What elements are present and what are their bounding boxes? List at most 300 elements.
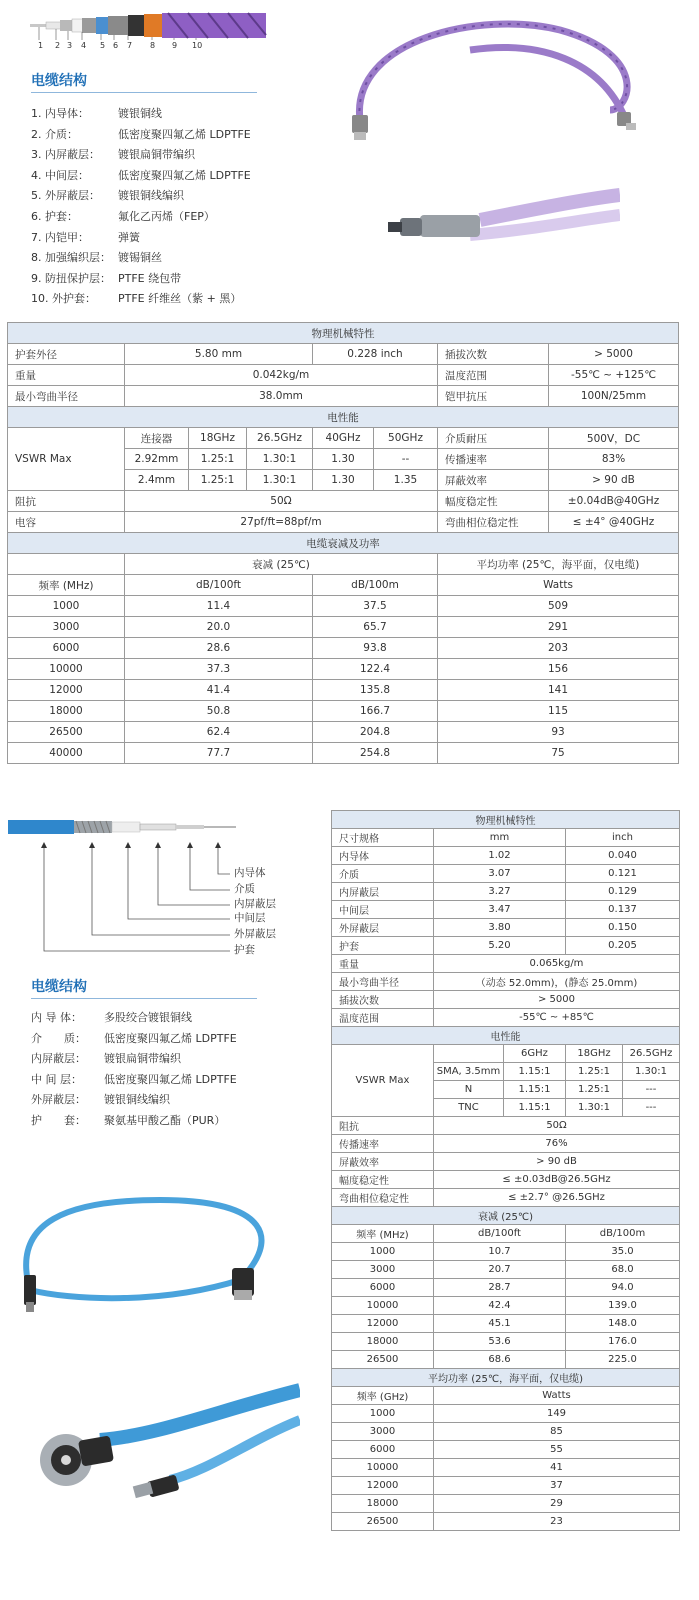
table-cell: 0.205 [566, 937, 680, 955]
list-item-text: 10. 外护套： [31, 292, 96, 306]
table-cell: 1000 [332, 1405, 434, 1423]
table-cell: 10.7 [434, 1243, 566, 1261]
table-cell: dB/100ft [125, 575, 313, 596]
table-cell: 重量 [332, 955, 434, 973]
table-row [332, 1279, 680, 1297]
table-cell: 中间层 [332, 901, 434, 919]
table-row [8, 344, 679, 365]
table-cell: 40000 [8, 743, 125, 764]
table-cell: N [434, 1081, 504, 1099]
table-cell: 27pf/ft=88pf/m [125, 512, 438, 533]
mech-header: 物理机械特性 [8, 323, 679, 344]
table-cell: 电容 [8, 512, 125, 533]
table-cell: 149 [434, 1405, 680, 1423]
table-row [332, 1477, 680, 1495]
table-cell: 1.30:1 [247, 449, 313, 470]
list-item-text: PTFE 纤维丝（紫 + 黑） [118, 292, 242, 306]
table-cell: 122.4 [313, 659, 438, 680]
table-row [8, 659, 679, 680]
table-cell: 26.5GHz [247, 428, 313, 449]
bottom-spec-table [331, 810, 680, 1531]
list-item-text: 内屏蔽层： [31, 1052, 86, 1066]
layer-num: 7 [127, 41, 133, 50]
table-cell: 156 [438, 659, 679, 680]
table-cell: 弯曲相位稳定性 [438, 512, 549, 533]
table-cell: 衰减 (25℃) [125, 554, 438, 575]
table-cell: 0.228 inch [313, 344, 438, 365]
table-cell: > 90 dB [434, 1153, 680, 1171]
list-item-text: 7. 内铠甲： [31, 230, 89, 244]
table-cell: 11.4 [125, 596, 313, 617]
table-cell: 41.4 [125, 680, 313, 701]
section-title: 电缆结构 [31, 979, 87, 995]
cable-layers-diagram [28, 8, 268, 52]
table-row [332, 1441, 680, 1459]
section-title: 电缆结构 [31, 73, 87, 89]
table-cell: 弯曲相位稳定性 [332, 1189, 434, 1207]
table-cell: 重量 [8, 365, 125, 386]
list-item-text: 低密度聚四氟乙烯 LDPTFE [118, 127, 251, 141]
table-cell: 20.0 [125, 617, 313, 638]
table-row [332, 1261, 680, 1279]
table-cell: 3.47 [434, 901, 566, 919]
table-cell: 0.137 [566, 901, 680, 919]
table-cell: ±0.04dB@40GHz [549, 491, 679, 512]
list-item-text: 低密度聚四氟乙烯 LDPTFE [104, 1072, 237, 1086]
table-row [8, 617, 679, 638]
table-cell: 2.4mm [125, 470, 189, 491]
table-cell: 6000 [8, 638, 125, 659]
table-cell: 148.0 [566, 1315, 680, 1333]
list-item-text: 5. 外屏蔽层： [31, 189, 100, 203]
callout-label: 外屏蔽层 [234, 928, 276, 940]
table-cell: 41 [434, 1459, 680, 1477]
table-cell: 2.92mm [125, 449, 189, 470]
cable-structure-list [31, 104, 251, 310]
table-row [332, 847, 680, 865]
table-cell: 温度范围 [438, 365, 549, 386]
table-row [332, 991, 680, 1009]
layer-num: 6 [113, 41, 119, 50]
table-cell: 护套外径 [8, 344, 125, 365]
table-row [332, 1333, 680, 1351]
table-cell: 23 [434, 1513, 680, 1531]
table-cell: 76% [434, 1135, 680, 1153]
table-row [8, 554, 679, 575]
table-cell: 26.5GHz [623, 1045, 680, 1063]
table-cell: 18GHz [189, 428, 247, 449]
table-cell: 传播速率 [438, 449, 549, 470]
callout-label: 护套 [234, 944, 255, 956]
table-cell: 28.6 [125, 638, 313, 659]
table-row [8, 512, 679, 533]
table-cell: 20.7 [434, 1261, 566, 1279]
list-item [31, 248, 251, 269]
table-row [332, 1045, 680, 1063]
list-item-text: 镀银铜线 [118, 107, 162, 120]
table-row [8, 533, 679, 554]
table-row [332, 1405, 680, 1423]
table-cell: 内导体 [332, 847, 434, 865]
callout-label: 中间层 [234, 912, 266, 924]
table-row [332, 1027, 680, 1045]
table-cell: 3.07 [434, 865, 566, 883]
table-cell: -- [374, 449, 438, 470]
table-row [332, 1315, 680, 1333]
table-cell: 75 [438, 743, 679, 764]
table-cell: 0.150 [566, 919, 680, 937]
table-row [8, 722, 679, 743]
table-cell: VSWR Max [8, 428, 125, 491]
atten-header: 衰减 (25℃) [332, 1207, 680, 1225]
table-cell: ≤ ±2.7° @26.5GHz [434, 1189, 680, 1207]
table-cell: 28.7 [434, 1279, 566, 1297]
table-cell: 6GHz [504, 1045, 566, 1063]
table-cell: 135.8 [313, 680, 438, 701]
table-cell: 护套 [332, 937, 434, 955]
table-cell: inch [566, 829, 680, 847]
table-cell: 100N/25mm [549, 386, 679, 407]
table-cell: 10000 [8, 659, 125, 680]
table-row [8, 428, 679, 449]
list-item-text: 介 质： [31, 1031, 86, 1045]
elec-header: 电性能 [8, 407, 679, 428]
table-row [332, 1009, 680, 1027]
list-item [31, 1029, 237, 1050]
table-cell: 203 [438, 638, 679, 659]
table-cell: 1.30 [313, 470, 374, 491]
table-row [332, 1207, 680, 1225]
table-cell: 3000 [332, 1261, 434, 1279]
list-item-text: 9. 防扭保护层： [31, 271, 111, 285]
elec-header: 电性能 [332, 1027, 680, 1045]
list-item-text: 镀银铜线编织 [118, 189, 184, 203]
table-cell: 500V，DC [549, 428, 679, 449]
table-cell: 37.3 [125, 659, 313, 680]
table-cell: 93 [438, 722, 679, 743]
power-header: 平均功率 (25℃，海平面，仅电缆) [332, 1369, 680, 1387]
table-cell: 阻抗 [332, 1117, 434, 1135]
table-cell: 26500 [8, 722, 125, 743]
table-cell: 1.30:1 [566, 1099, 623, 1117]
table-cell: --- [623, 1081, 680, 1099]
table-cell: 5.80 mm [125, 344, 313, 365]
section-divider [31, 92, 257, 93]
table-row [332, 1513, 680, 1531]
table-cell: 26500 [332, 1513, 434, 1531]
table-cell: 45.1 [434, 1315, 566, 1333]
list-item-text: 内 导 体： [31, 1011, 82, 1024]
table-cell: 铠甲抗压 [438, 386, 549, 407]
list-item-text: 低密度聚四氟乙烯 LDPTFE [118, 168, 251, 182]
table-cell: 40GHz [313, 428, 374, 449]
blue-cable-image [10, 1180, 310, 1320]
cable-structure-list [31, 1008, 237, 1132]
table-cell: -55℃ ~ +125℃ [549, 365, 679, 386]
table-cell: 6000 [332, 1441, 434, 1459]
table-row [332, 1117, 680, 1135]
table-cell: 176.0 [566, 1333, 680, 1351]
table-cell: 0.129 [566, 883, 680, 901]
list-item-text: 护 套： [31, 1113, 86, 1127]
table-row [332, 1225, 680, 1243]
list-item [31, 1090, 237, 1111]
table-cell: 10000 [332, 1297, 434, 1315]
layer-num: 8 [150, 41, 156, 50]
table-cell: 29 [434, 1495, 680, 1513]
table-cell: 1.25:1 [189, 449, 247, 470]
list-item-text: 4. 中间层： [31, 168, 89, 182]
list-item-text: 2. 介质： [31, 127, 78, 141]
table-cell: 37.5 [313, 596, 438, 617]
table-cell: 141 [438, 680, 679, 701]
table-cell: TNC [434, 1099, 504, 1117]
list-item [31, 207, 251, 228]
table-cell: Watts [434, 1387, 680, 1405]
table-cell: 1.02 [434, 847, 566, 865]
table-row [332, 1297, 680, 1315]
list-item [31, 1008, 237, 1029]
table-cell: 屏蔽效率 [438, 470, 549, 491]
table-cell: 3.80 [434, 919, 566, 937]
table-cell: 1.25:1 [566, 1063, 623, 1081]
atten-header: 电缆衰减及功率 [8, 533, 679, 554]
table-cell: 291 [438, 617, 679, 638]
table-cell: 0.040 [566, 847, 680, 865]
table-cell: 介质耐压 [438, 428, 549, 449]
table-cell: 0.121 [566, 865, 680, 883]
table-row [332, 937, 680, 955]
table-cell: 50Ω [125, 491, 438, 512]
table-row [332, 919, 680, 937]
table-cell: 1.25:1 [189, 470, 247, 491]
table-row [332, 1423, 680, 1441]
table-cell: 166.7 [313, 701, 438, 722]
table-cell: 频率 (MHz) [8, 575, 125, 596]
table-cell: 68.0 [566, 1261, 680, 1279]
table-cell: 37 [434, 1477, 680, 1495]
table-cell: dB/100m [566, 1225, 680, 1243]
table-cell: 65.7 [313, 617, 438, 638]
layer-num: 3 [67, 41, 73, 50]
table-cell: 1.30 [313, 449, 374, 470]
table-cell: -55℃ ~ +85℃ [434, 1009, 680, 1027]
table-cell: 屏蔽效率 [332, 1153, 434, 1171]
table-row [8, 575, 679, 596]
table-row [8, 743, 679, 764]
table-cell: 12000 [332, 1315, 434, 1333]
table-cell: 83% [549, 449, 679, 470]
table-row [332, 811, 680, 829]
table-cell: 10000 [332, 1459, 434, 1477]
table-cell: 3000 [8, 617, 125, 638]
table-cell: 26500 [332, 1351, 434, 1369]
table-row [332, 901, 680, 919]
table-cell: 225.0 [566, 1351, 680, 1369]
table-cell: 0.065kg/m [434, 955, 680, 973]
table-row [332, 1243, 680, 1261]
list-item [31, 104, 251, 125]
table-cell: 幅度稳定性 [332, 1171, 434, 1189]
table-row [8, 323, 679, 344]
table-cell: 平均功率 (25℃，海平面，仅电缆) [438, 554, 679, 575]
table-row [332, 1369, 680, 1387]
list-item-text: 氟化乙丙烯（FEP） [118, 209, 215, 223]
table-row [8, 491, 679, 512]
table-row [8, 407, 679, 428]
table-cell: 85 [434, 1423, 680, 1441]
table-row [8, 365, 679, 386]
callout-label: 介质 [234, 883, 255, 895]
layer-num: 5 [100, 41, 106, 50]
table-row [332, 955, 680, 973]
table-cell: 幅度稳定性 [438, 491, 549, 512]
list-item [31, 125, 251, 146]
table-row [332, 1171, 680, 1189]
table-row [332, 1135, 680, 1153]
table-cell: 1.15:1 [504, 1099, 566, 1117]
table-cell: 18GHz [566, 1045, 623, 1063]
table-cell: 6000 [332, 1279, 434, 1297]
table-cell: 传播速率 [332, 1135, 434, 1153]
table-cell: 12000 [8, 680, 125, 701]
table-row [332, 1189, 680, 1207]
table-cell: 0.042kg/m [125, 365, 438, 386]
callout-label: 内屏蔽层 [234, 898, 276, 910]
table-row [332, 1459, 680, 1477]
section-divider [31, 998, 257, 999]
list-item [31, 166, 251, 187]
table-cell: 50GHz [374, 428, 438, 449]
table-cell: 尺寸规格 [332, 829, 434, 847]
list-item-text: 镀锡铜丝 [118, 251, 162, 265]
table-row [332, 1495, 680, 1513]
callout-label: 内导体 [234, 867, 266, 879]
table-cell: 50.8 [125, 701, 313, 722]
list-item-text: 低密度聚四氟乙烯 LDPTFE [104, 1031, 237, 1045]
table-cell: 1.30:1 [247, 470, 313, 491]
table-cell: 频率 (GHz) [332, 1387, 434, 1405]
table-cell: 38.0mm [125, 386, 438, 407]
table-cell: ≤ ±0.03dB@26.5GHz [434, 1171, 680, 1189]
list-item-text: 中 间 层： [31, 1072, 82, 1086]
table-cell: 42.4 [434, 1297, 566, 1315]
table-cell: 139.0 [566, 1297, 680, 1315]
table-row [332, 883, 680, 901]
table-cell: 连接器 [125, 428, 189, 449]
table-row [8, 680, 679, 701]
table-cell: 94.0 [566, 1279, 680, 1297]
purple-cable-image [330, 0, 670, 160]
table-cell: 频率 (MHz) [332, 1225, 434, 1243]
table-cell: 509 [438, 596, 679, 617]
list-item [31, 269, 251, 290]
connector-closeup-image [30, 1380, 300, 1520]
table-cell: 53.6 [434, 1333, 566, 1351]
mech-header: 物理机械特性 [332, 811, 680, 829]
table-cell: 77.7 [125, 743, 313, 764]
table-cell: 18000 [332, 1333, 434, 1351]
table-cell: （动态 52.0mm)，(静态 25.0mm) [434, 973, 680, 991]
layer-num: 4 [81, 41, 87, 50]
table-row [332, 1351, 680, 1369]
table-row [332, 973, 680, 991]
list-item-text: 外屏蔽层： [31, 1093, 86, 1107]
table-cell: 3000 [332, 1423, 434, 1441]
list-item-text: 8. 加强编织层： [31, 251, 111, 265]
list-item [31, 145, 251, 166]
table-cell: dB/100ft [434, 1225, 566, 1243]
table-cell: 50Ω [434, 1117, 680, 1135]
table-cell [434, 1045, 504, 1063]
table-row [8, 596, 679, 617]
table-row [332, 1387, 680, 1405]
table-cell: 204.8 [313, 722, 438, 743]
table-cell: 254.8 [313, 743, 438, 764]
table-cell: 外屏蔽层 [332, 919, 434, 937]
table-row [8, 386, 679, 407]
table-cell [8, 554, 125, 575]
table-cell: 1.15:1 [504, 1063, 566, 1081]
table-cell: 插拔次数 [438, 344, 549, 365]
table-cell: 12000 [332, 1477, 434, 1495]
table-cell: 62.4 [125, 722, 313, 743]
list-item-text: 6. 护套： [31, 209, 78, 223]
list-item-text: 多股绞合镀银铜线 [104, 1011, 192, 1024]
list-item [31, 1111, 237, 1132]
list-item-text: 3. 内屏蔽层： [31, 148, 100, 162]
list-item-text: 镀银扁铜带编织 [104, 1052, 181, 1066]
table-cell: 1000 [332, 1243, 434, 1261]
layer-num: 9 [172, 41, 178, 50]
table-row [8, 638, 679, 659]
connector-closeup-image [380, 180, 620, 270]
table-cell: --- [623, 1099, 680, 1117]
table-cell: 1.30:1 [623, 1063, 680, 1081]
table-cell: 1.25:1 [566, 1081, 623, 1099]
table-cell: 3.27 [434, 883, 566, 901]
table-cell: > 5000 [549, 344, 679, 365]
table-cell: 1000 [8, 596, 125, 617]
table-cell: SMA, 3.5mm [434, 1063, 504, 1081]
table-cell: 115 [438, 701, 679, 722]
table-cell: 18000 [332, 1495, 434, 1513]
table-cell: 68.6 [434, 1351, 566, 1369]
list-item [31, 228, 251, 249]
table-row [332, 829, 680, 847]
table-cell: 35.0 [566, 1243, 680, 1261]
list-item-text: 聚氨基甲酸乙酯（PUR） [104, 1113, 226, 1127]
table-cell: 18000 [8, 701, 125, 722]
table-row [8, 701, 679, 722]
layer-num: 1 [38, 41, 44, 50]
table-cell: 5.20 [434, 937, 566, 955]
table-cell: mm [434, 829, 566, 847]
list-item [31, 289, 251, 310]
table-cell: 温度范围 [332, 1009, 434, 1027]
table-cell: VSWR Max [332, 1045, 434, 1117]
table-cell: > 5000 [434, 991, 680, 1009]
table-cell: 介质 [332, 865, 434, 883]
table-row [332, 865, 680, 883]
table-cell: 插拔次数 [332, 991, 434, 1009]
table-cell: 阻抗 [8, 491, 125, 512]
list-item [31, 186, 251, 207]
table-cell: dB/100m [313, 575, 438, 596]
top-spec-table [7, 322, 679, 764]
list-item [31, 1070, 237, 1091]
table-cell: Watts [438, 575, 679, 596]
